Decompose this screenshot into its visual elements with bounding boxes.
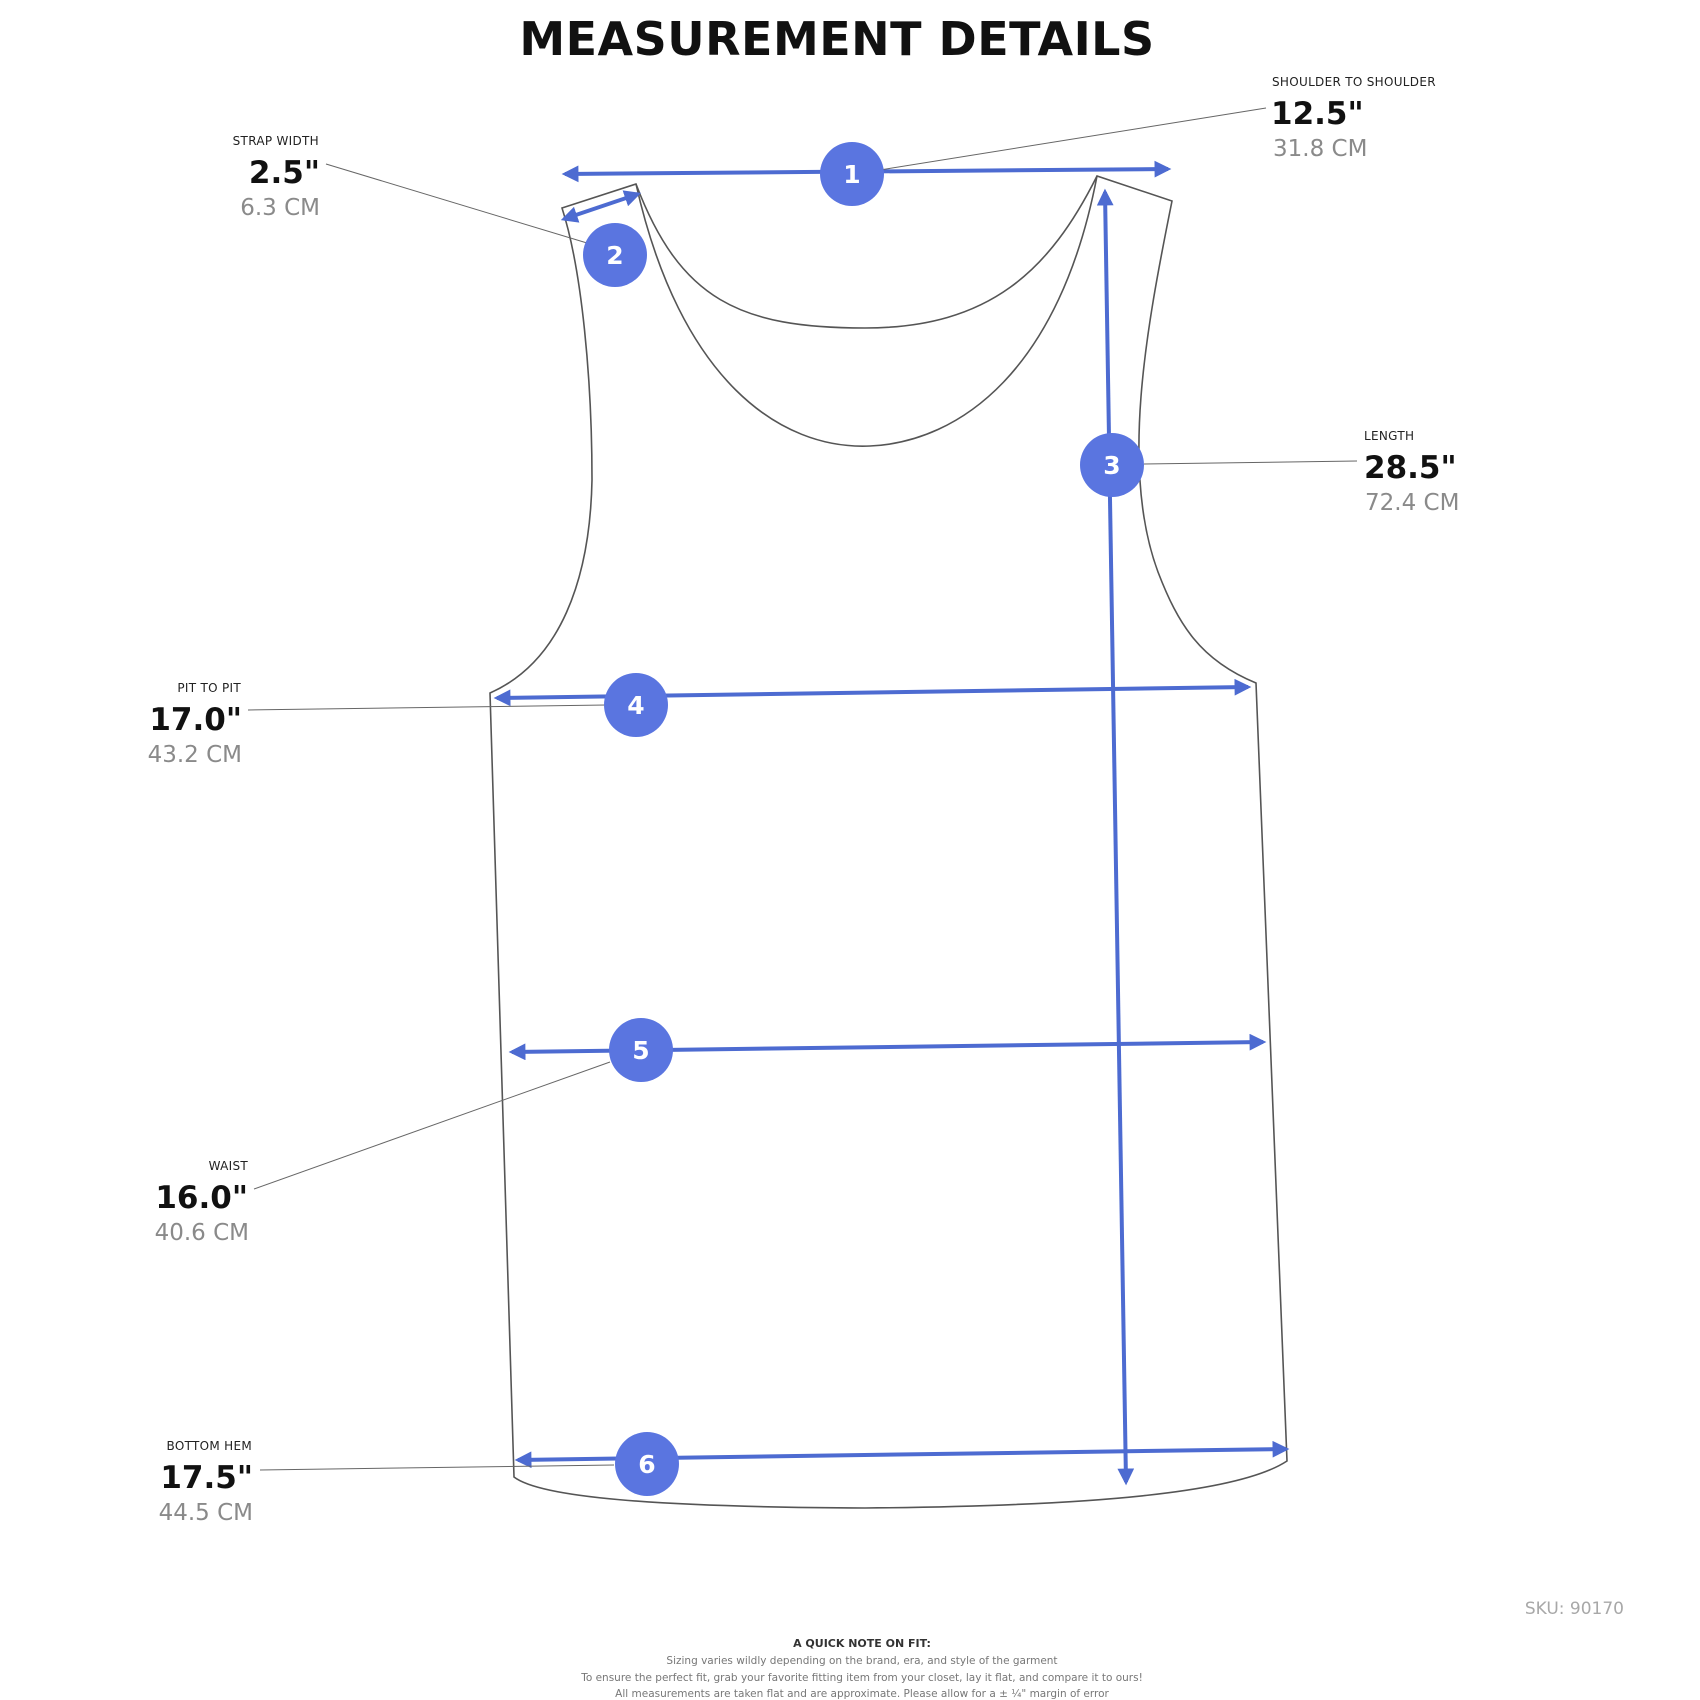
label-length <box>1364 429 1459 516</box>
fit-note-line: All measurements are taken flat and are approximate. Please allow for a ± ¼" margin of error <box>615 1688 1109 1700</box>
measurement-inches: 17.5" <box>160 1460 253 1496</box>
measurement-label: WAIST <box>208 1159 248 1173</box>
measurement-inches: 16.0" <box>155 1180 248 1216</box>
page-title: MEASUREMENT DETAILS <box>519 12 1155 66</box>
svg-text:6: 6 <box>638 1450 656 1479</box>
measurement-cm: 43.2 CM <box>147 742 242 768</box>
measurement-label: BOTTOM HEM <box>166 1439 252 1453</box>
length-leader <box>1144 461 1357 464</box>
length-arrow <box>1105 192 1126 1482</box>
fit-note-line: Sizing varies wildly depending on the brand, era, and style of the garment <box>666 1655 1058 1667</box>
fit-note-heading: A QUICK NOTE ON FIT: <box>793 1637 931 1650</box>
svg-text:4: 4 <box>627 691 645 720</box>
badge-4 <box>604 673 668 737</box>
svg-text:5: 5 <box>632 1036 650 1065</box>
waist-leader <box>254 1062 610 1189</box>
badge-3 <box>1080 433 1144 497</box>
measurement-inches: 12.5" <box>1271 96 1364 132</box>
measurement-label: PIT TO PIT <box>177 681 241 695</box>
measurement-label: STRAP WIDTH <box>232 134 319 148</box>
strap-leader <box>326 164 587 243</box>
badge-1 <box>820 142 884 206</box>
fit-note-line: To ensure the perfect fit, grab your favorite fitting item from your closet, lay it flat, and compare it to ours! <box>581 1672 1143 1684</box>
measurement-cm: 72.4 CM <box>1365 490 1460 516</box>
label-shoulder <box>1271 75 1436 162</box>
measurement-inches: 28.5" <box>1364 450 1457 486</box>
tank-top-outline <box>490 176 1287 1508</box>
badge-2 <box>583 223 647 287</box>
fit-note <box>580 1637 1143 1700</box>
label-waist <box>155 1159 249 1246</box>
measurement-inches: 2.5" <box>248 155 320 191</box>
measurement-cm: 44.5 CM <box>158 1500 253 1526</box>
measurement-label: SHOULDER TO SHOULDER <box>1272 75 1436 89</box>
svg-text:3: 3 <box>1103 451 1121 480</box>
strap-arrow <box>564 194 638 219</box>
badge-5 <box>609 1018 673 1082</box>
measurement-cm: 40.6 CM <box>154 1220 249 1246</box>
svg-text:2: 2 <box>606 241 624 270</box>
measurement-cm: 31.8 CM <box>1273 136 1368 162</box>
label-strap <box>233 134 320 221</box>
svg-text:1: 1 <box>843 160 861 189</box>
badge-6 <box>615 1432 679 1496</box>
pit-leader <box>248 705 606 710</box>
measurement-label: LENGTH <box>1364 429 1415 443</box>
label-pit <box>148 681 242 768</box>
measurement-cm: 6.3 CM <box>240 195 320 221</box>
hem-leader <box>260 1465 614 1470</box>
sku-label: SKU: 90170 <box>1524 1599 1624 1619</box>
measurement-inches: 17.0" <box>149 702 242 738</box>
shoulder-leader <box>880 108 1266 170</box>
label-hem <box>159 1439 253 1526</box>
